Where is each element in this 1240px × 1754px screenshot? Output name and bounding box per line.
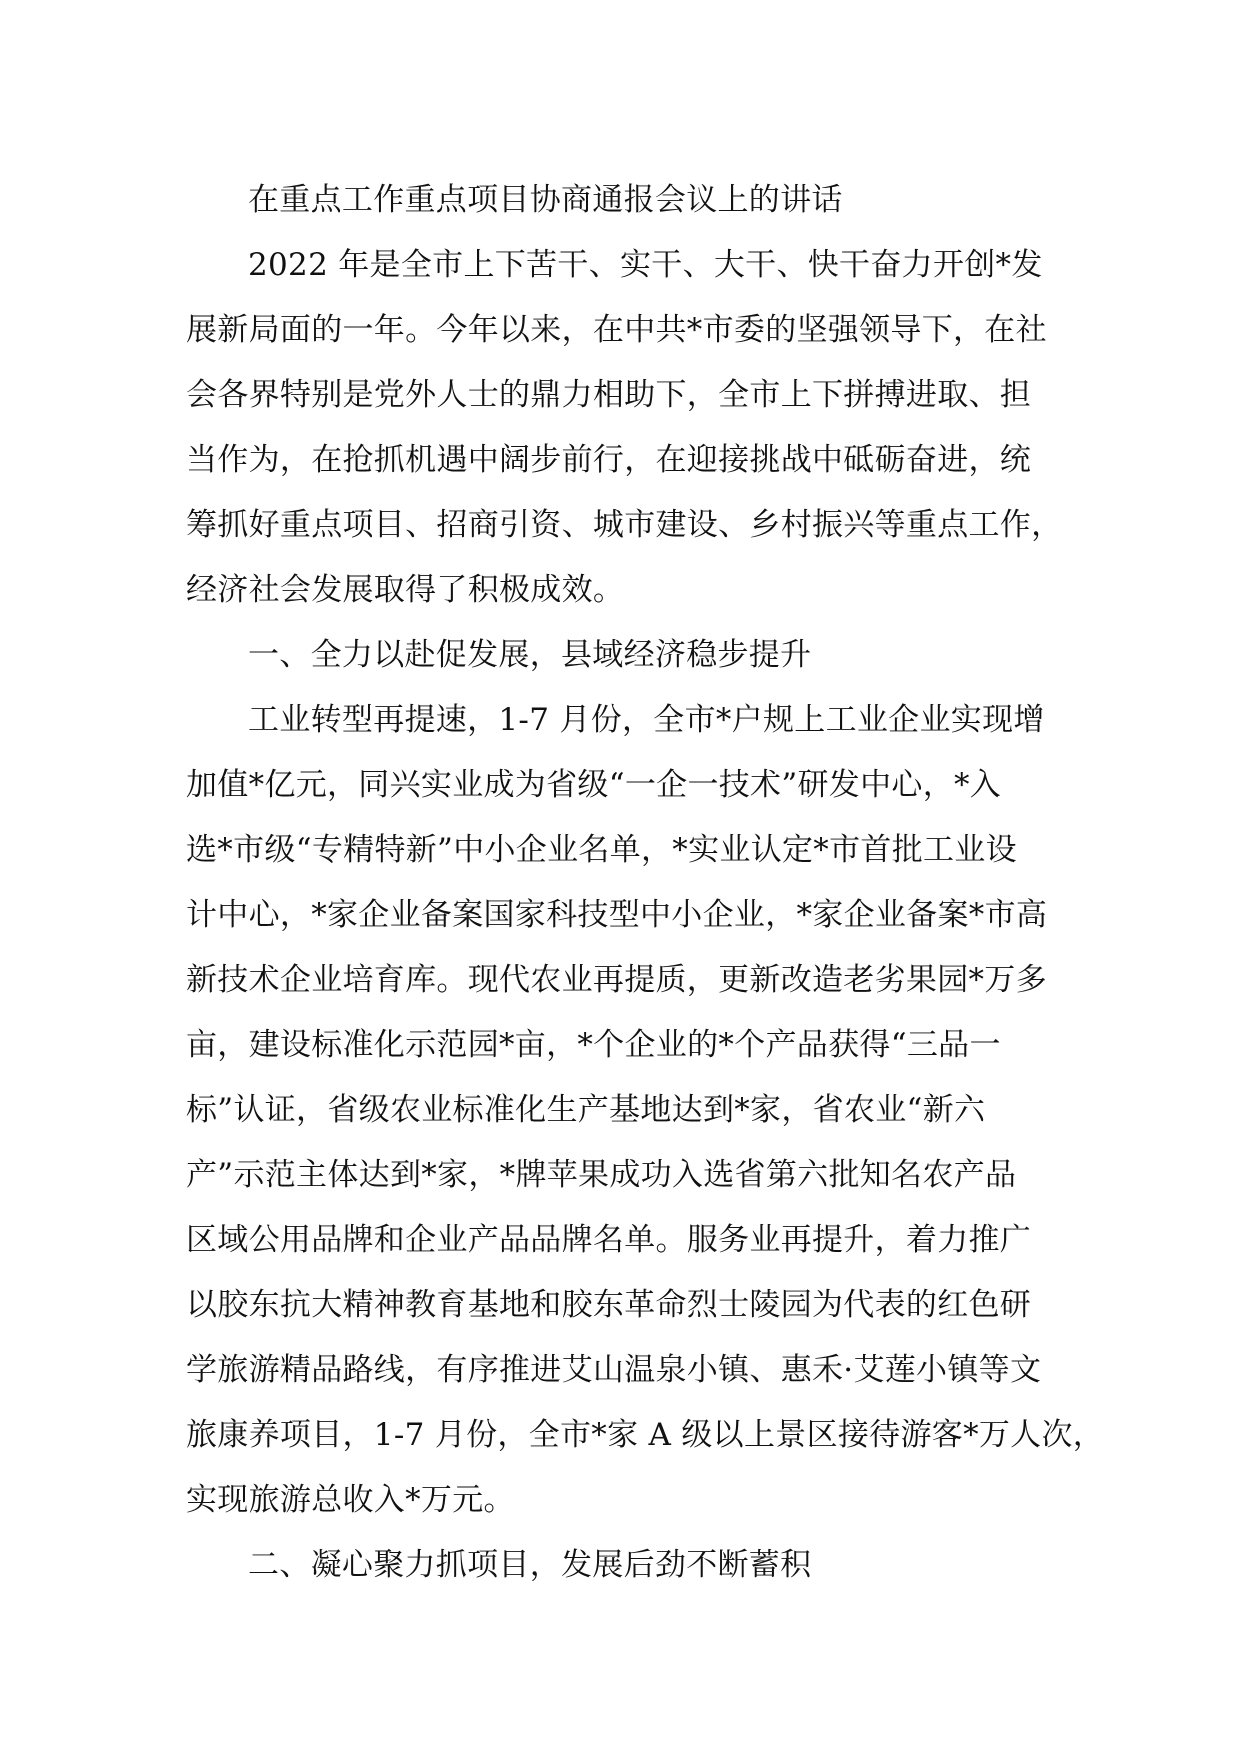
paragraph-line: 学旅游精品路线，有序推进艾山温泉小镇、惠禾·艾莲小镇等文 <box>186 1352 1042 1388</box>
paragraph-line: 新技术企业培育库。现代农业再提质，更新改造老劣果园*万多 <box>186 962 1047 998</box>
paragraph-line: 经济社会发展取得了积极成效。 <box>186 572 625 608</box>
section-heading: 二、凝心聚力抓项目，发展后劲不断蓄积 <box>248 1547 812 1583</box>
paragraph-line: 以胶东抗大精神教育基地和胶东革命烈士陵园为代表的红色研 <box>186 1287 1032 1323</box>
paragraph-line: 会各界特别是党外人士的鼎力相助下，全市上下拼搏进取、担 <box>186 377 1032 413</box>
paragraph-line: 区域公用品牌和企业产品品牌名单。服务业再提升，着力推广 <box>186 1222 1032 1258</box>
paragraph-line: 亩，建设标准化示范园*亩，*个企业的*个产品获得“三品一 <box>186 1027 1001 1063</box>
paragraph-line: 产”示范主体达到*家，*牌苹果成功入选省第六批知名农产品 <box>186 1157 1017 1193</box>
paragraph-line: 加值*亿元，同兴实业成为省级“一企一技术”研发中心，*入 <box>186 767 1002 803</box>
paragraph-line: 工业转型再提速，1-7 月份，全市*户规上工业企业实现增 <box>248 702 1045 738</box>
paragraph-line: 2022 年是全市上下苦干、实干、大干、快干奋力开创*发 <box>248 247 1043 283</box>
paragraph-line: 选*市级“专精特新”中小企业名单，*实业认定*市首批工业设 <box>186 832 1017 868</box>
section-heading: 一、全力以赴促发展，县域经济稳步提升 <box>248 637 812 673</box>
paragraph-line: 旅康养项目，1-7 月份，全市*家 A 级以上景区接待游客*万人次， <box>186 1417 1105 1453</box>
paragraph-line: 当作为，在抢抓机遇中阔步前行，在迎接挑战中砥砺奋进，统 <box>186 442 1032 478</box>
paragraph-line: 计中心，*家企业备案国家科技型中小企业，*家企业备案*市高 <box>186 897 1048 933</box>
paragraph-line: 标”认证，省级农业标准化生产基地达到*家，省农业“新六 <box>186 1092 986 1128</box>
paragraph-line: 展新局面的一年。今年以来，在中共*市委的坚强领导下，在社 <box>186 312 1047 348</box>
document-page <box>186 168 1105 1598</box>
paragraph-line: 实现旅游总收入*万元。 <box>186 1482 515 1518</box>
document-title: 在重点工作重点项目协商通报会议上的讲话 <box>248 182 843 218</box>
paragraph-line: 筹抓好重点项目、招商引资、城市建设、乡村振兴等重点工作， <box>186 507 1063 543</box>
